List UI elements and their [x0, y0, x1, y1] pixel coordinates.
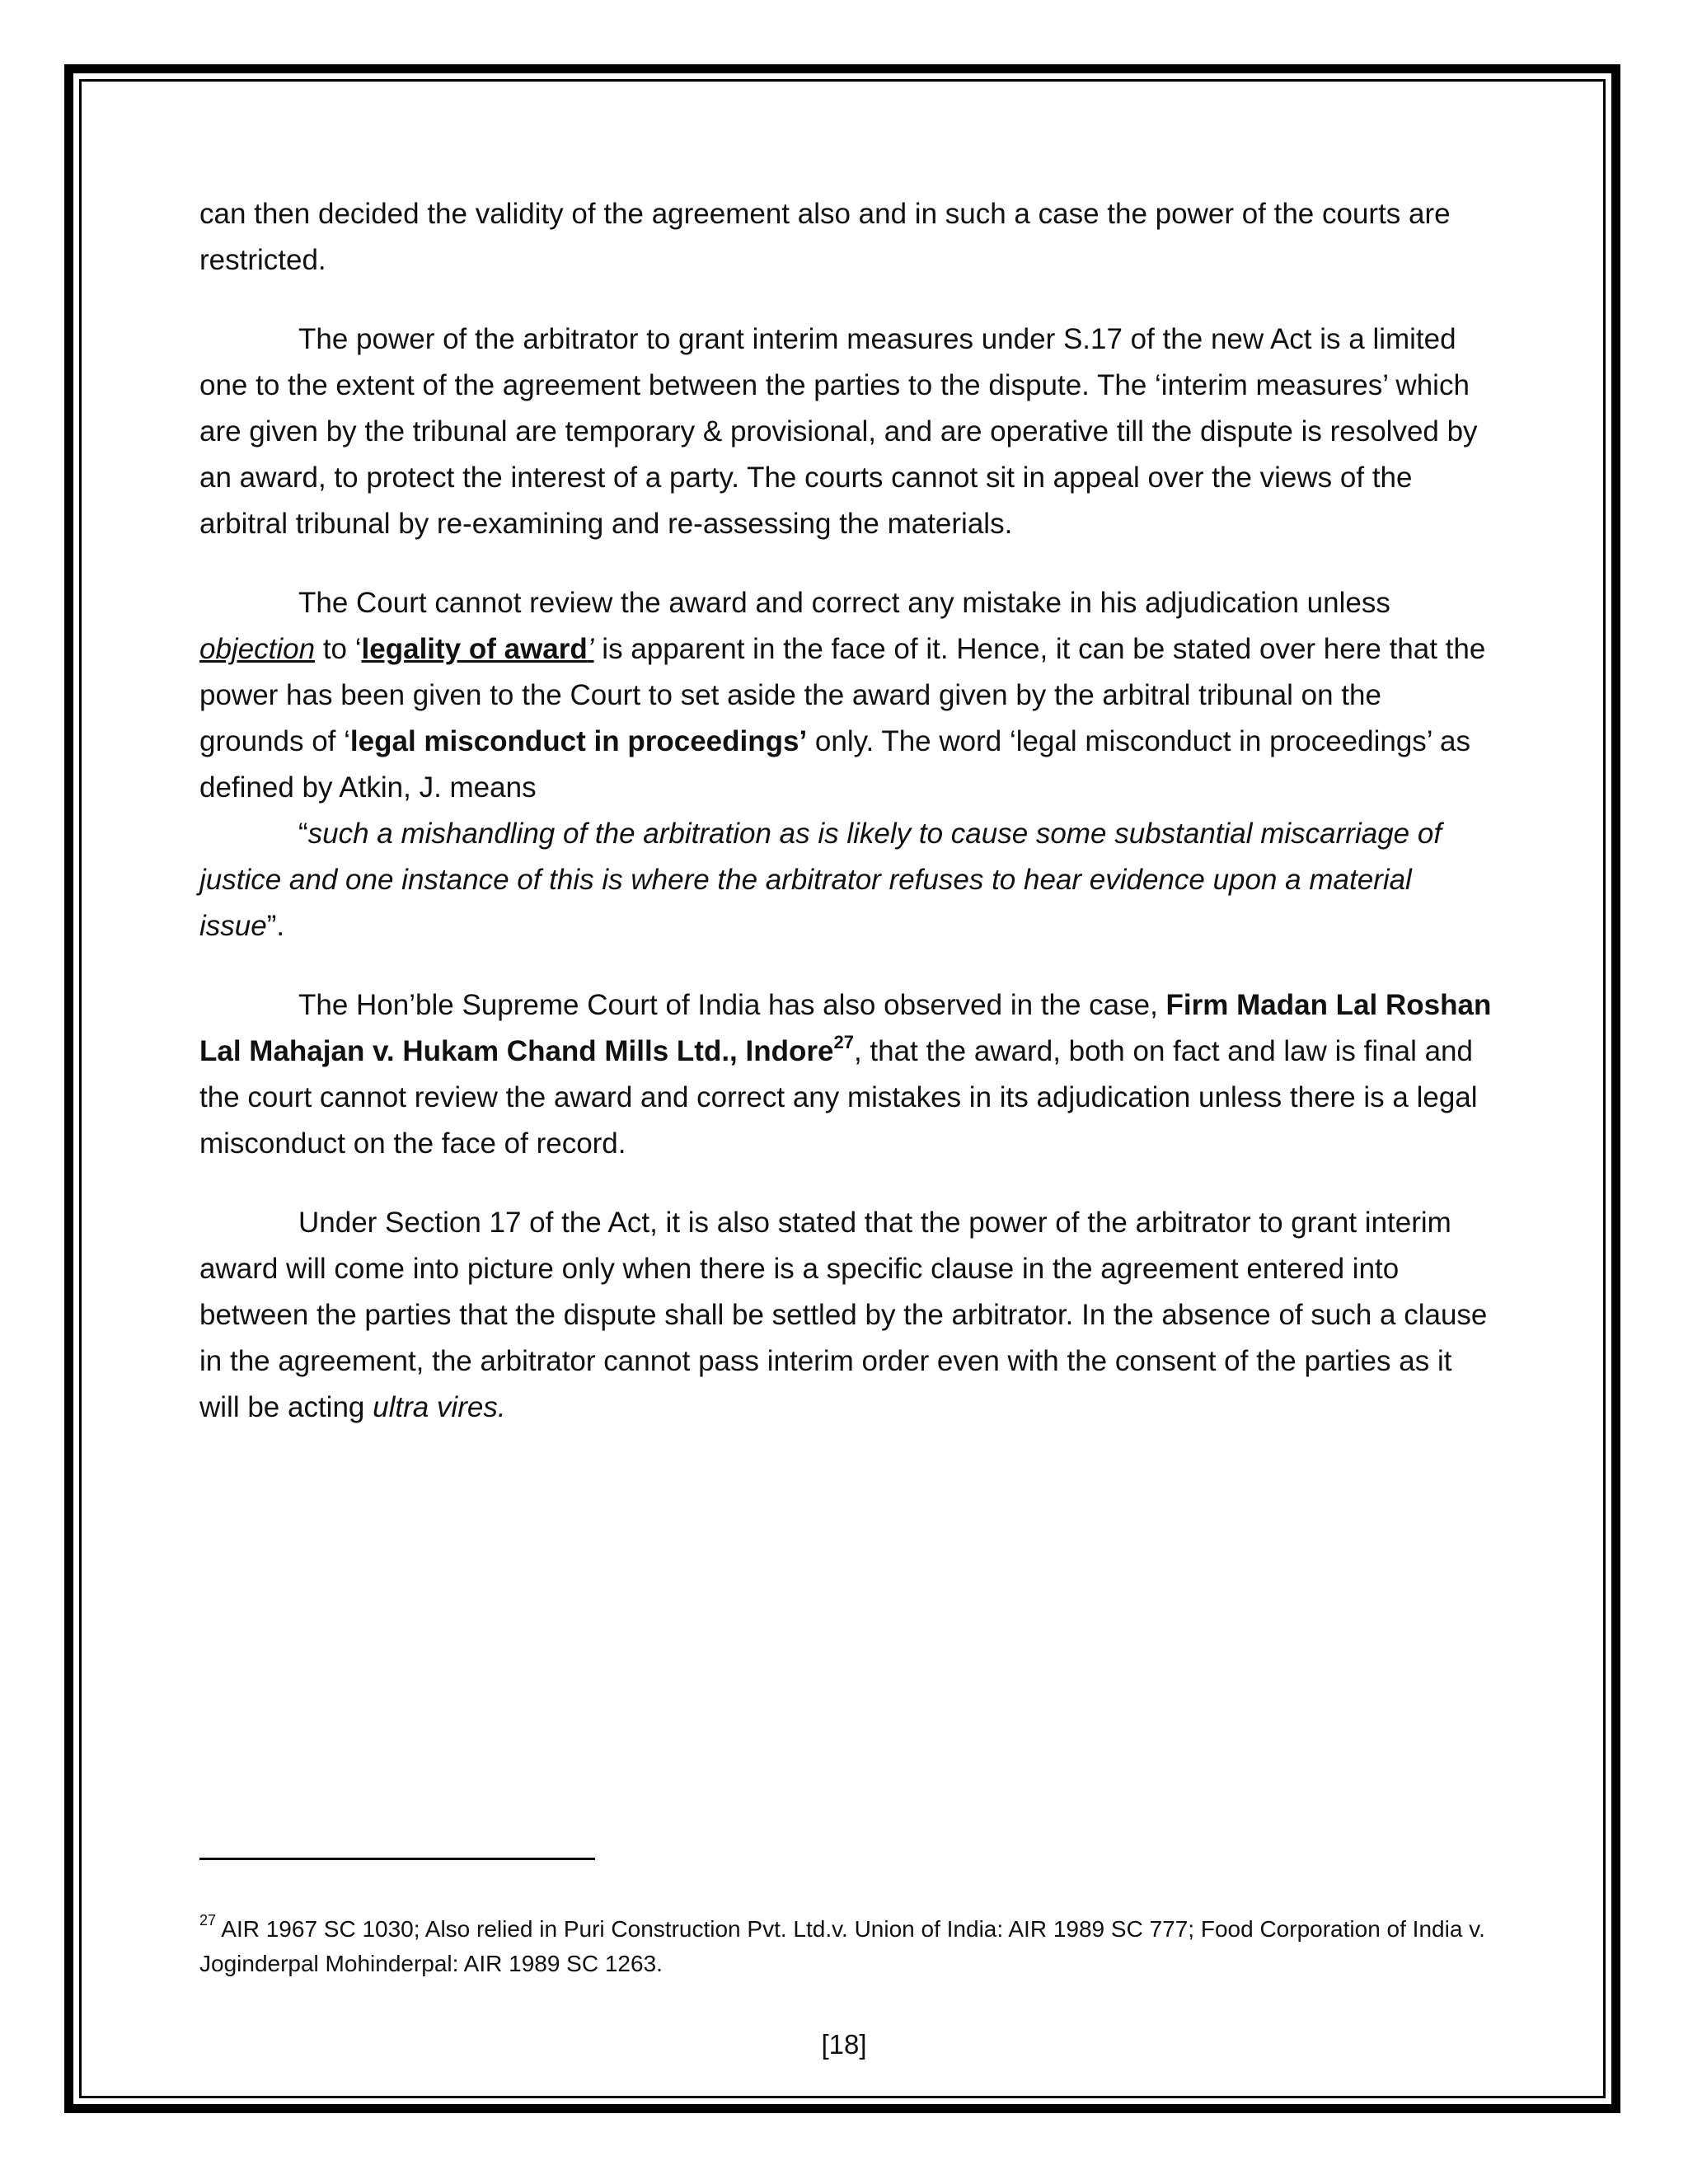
paragraph-6 [199, 1200, 1493, 1431]
paragraph-5-text-2: , that the award, both on fact and law is final and the court cannot review the award and correct any mistakes in its adjudication unless there is a legal misconduct on the face of record. [199, 1035, 1478, 1160]
legal-misconduct-term: legal misconduct in proceedings’ [349, 725, 808, 757]
paragraph-2: The power of the arbitrator to grant interim measures under S.17 of the new Act is a limited one to the extent of the agreement between the parties to the dispute. The ‘interim measures’ which are given by the tribunal are temporary & provisional, and are operative till the dispute is resolved by an award, to protect the interest of a party. The courts cannot sit in appeal over the views of the arbitral tribunal by re-examining and re-assessing the materials. [199, 323, 1478, 540]
footnote [199, 1912, 1493, 1981]
page-number: [18] [821, 2029, 867, 2060]
quote-open-mark: “ [298, 818, 308, 850]
quote-close-mark: ”. [266, 910, 285, 942]
paragraph-1: can then decided the validity of the agreement also and in such a case the power of the courts are restricted. [199, 198, 1451, 276]
footnote-separator [199, 1858, 595, 1860]
paragraph-3-text-3: is apparent in the face of it. Hence, it can be stated over here that the power has been given to the Court to set aside the award given by the arbitral tribunal on the grounds of ‘ [199, 633, 1486, 757]
case-name: Firm Madan Lal Roshan Lal Mahajan v. Hukam Chand Mills Ltd., Indore [199, 989, 1492, 1067]
quotation-atkin [199, 811, 1493, 949]
paragraph-3-text-4: only. The word ‘legal misconduct in proceedings’ as defined by Atkin, J. means [199, 725, 1470, 804]
ultra-vires-term: ultra vires. [373, 1391, 506, 1423]
objection-term: objection [199, 633, 316, 665]
footnote-number: 27 [199, 1911, 217, 1929]
paragraph-3-text-2: to ‘ [315, 633, 362, 665]
legality-of-award-term: legality of award [361, 633, 588, 665]
paragraph-3 [199, 580, 1493, 811]
footnote-reference: 27 [833, 1032, 854, 1053]
paragraph-5-text-1: The Hon’ble Supreme Court of India has also observed in the case, [298, 989, 1166, 1021]
quote-text: such a mishandling of the arbitration as is likely to cause some substantial miscarriage of justice and one instance of this is where the arbitrator refuses to hear evidence upon a material issue [199, 818, 1442, 942]
footnote-text: AIR 1967 SC 1030; Also relied in Puri Construction Pvt. Ltd.v. Union of India: AIR 1989 SC 777; Food Corporation of India v. Joginderpal Mohinderpal: AIR 1989 SC 1263. [199, 1916, 1485, 1976]
paragraph-5 [199, 982, 1493, 1167]
paragraph-6-text-1: Under Section 17 of the Act, it is also stated that the power of the arbitrator to grant interim award will come into picture only when there is a specific clause in the agreement entered into between the parties that the dispute shall be settled by the arbitrator. In the absence of such a clause in the agreement, the arbitrator cannot pass interim order even with the consent of the parties as it will be acting [199, 1207, 1488, 1423]
paragraph-3-text-1: The Court cannot review the award and correct any mistake in his adjudication unless [298, 587, 1390, 619]
legality-quote-close: ’ [587, 633, 594, 665]
body-text [199, 191, 1493, 1464]
